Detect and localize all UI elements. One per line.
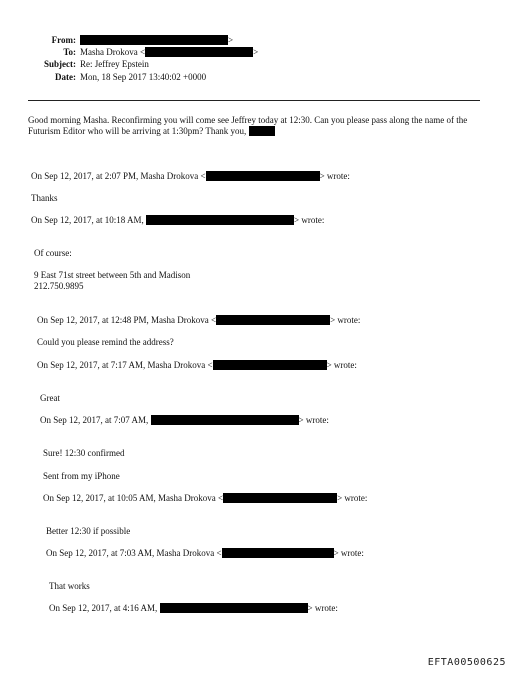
header-divider (28, 100, 480, 101)
date-value: Mon, 18 Sep 2017 13:40:02 +0000 (80, 72, 207, 82)
quote-header-2-prefix: On Sep 12, 2017, at 10:18 AM, (31, 215, 144, 225)
quote-header-7-prefix: On Sep 12, 2017, at 7:03 AM, Masha Drokova < (46, 548, 222, 558)
quote-text-6: Better 12:30 if possible (46, 526, 131, 536)
quote-header-7-suffix: > wrote: (333, 548, 364, 558)
redaction-block (249, 126, 275, 136)
address-line-1: 9 East 71st street between 5th and Madison (34, 270, 191, 280)
quote-header-3 (37, 315, 360, 326)
opening-paragraph (28, 115, 480, 137)
quote-header-8 (49, 603, 338, 614)
quote-header-5 (40, 415, 329, 426)
opening-text: Good morning Masha. Reconfirming you will come see Jeffrey today at 12:30. Can you please pass along the name of the Futurism Editor who will be arriving at 1:30pm? Thank you, (28, 115, 468, 136)
quote-text-7: That works (49, 581, 90, 591)
redaction-block (146, 215, 294, 225)
subject-label: Subject: (44, 59, 76, 69)
redaction-block (151, 415, 299, 425)
quote-header-4-suffix: > wrote: (326, 360, 357, 370)
redaction-block (206, 171, 320, 181)
quote-header-1 (31, 171, 350, 182)
quote-header-6-suffix: > wrote: (337, 493, 368, 503)
redaction-block (216, 315, 330, 325)
quote-header-5-prefix: On Sep 12, 2017, at 7:07 AM, (40, 415, 149, 425)
to-suffix: > (253, 47, 259, 57)
from-value (80, 35, 233, 46)
document-id: EFTA00500625 (427, 657, 506, 668)
quote-header-2-suffix: > wrote: (294, 215, 325, 225)
to-name: Masha Drokova < (80, 47, 146, 57)
quote-header-4 (37, 360, 357, 371)
quote-text-2: Of course: (34, 248, 72, 258)
quote-signature-5: Sent from my iPhone (43, 471, 120, 481)
quote-text-5: Sure! 12:30 confirmed (43, 448, 125, 458)
quote-text-4: Great (40, 393, 60, 403)
quote-header-1-prefix: On Sep 12, 2017, at 2:07 PM, Masha Drokova < (31, 171, 206, 181)
quote-header-8-prefix: On Sep 12, 2017, at 4:16 AM, (49, 603, 158, 613)
quote-header-1-suffix: > wrote: (319, 171, 350, 181)
quote-header-5-suffix: > wrote: (298, 415, 329, 425)
quote-header-6 (43, 493, 367, 504)
redaction-block (222, 548, 334, 558)
date-label: Date: (55, 72, 76, 82)
quote-header-4-prefix: On Sep 12, 2017, at 7:17 AM, Masha Drokova < (37, 360, 213, 370)
redaction-block (80, 35, 228, 45)
to-label: To: (63, 47, 76, 57)
redaction-block (160, 603, 308, 613)
redaction-block (223, 493, 337, 503)
quote-text-3: Could you please remind the address? (37, 337, 174, 347)
address-line-2: 212.750.9895 (34, 281, 84, 291)
subject-value: Re: Jeffrey Epstein (80, 59, 149, 69)
from-suffix: > (228, 35, 234, 45)
quote-header-8-suffix: > wrote: (307, 603, 338, 613)
quote-header-7 (46, 548, 364, 559)
quote-header-2 (31, 215, 324, 226)
to-value (80, 47, 258, 58)
redaction-block (213, 360, 327, 370)
quote-header-3-prefix: On Sep 12, 2017, at 12:48 PM, Masha Drokova < (37, 315, 217, 325)
from-label: From: (51, 35, 76, 45)
redaction-block (145, 47, 253, 57)
quote-header-6-prefix: On Sep 12, 2017, at 10:05 AM, Masha Drokova < (43, 493, 224, 503)
quote-header-3-suffix: > wrote: (330, 315, 361, 325)
quote-text-1: Thanks (31, 193, 58, 203)
